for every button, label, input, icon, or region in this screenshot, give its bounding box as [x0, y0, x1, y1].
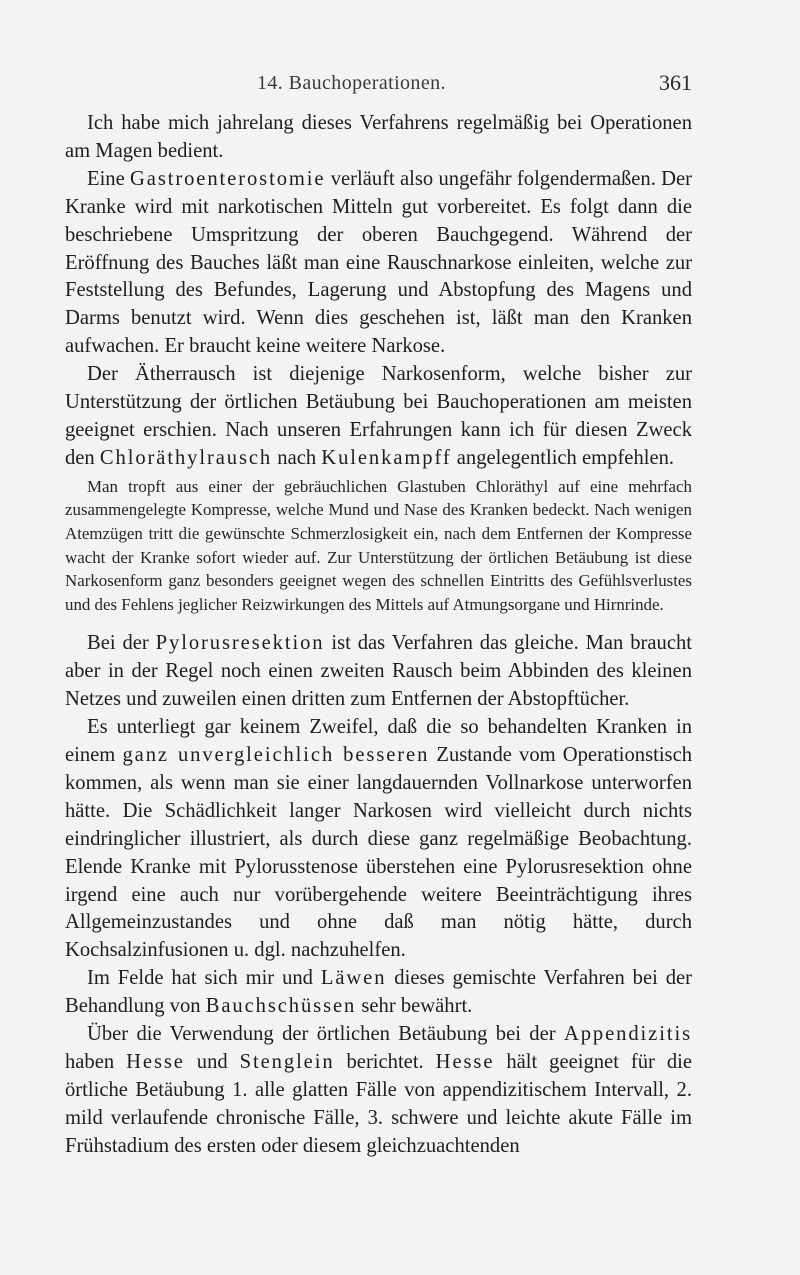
- text-run: Es unterliegt gar keinem Zweifel, daß die so behandelten Kranken in einem: [65, 716, 692, 766]
- paragraph: [65, 166, 692, 361]
- emphasized-term: Hesse: [126, 1050, 185, 1073]
- paragraph: [65, 110, 692, 166]
- paragraph: [65, 361, 692, 473]
- emphasized-term: Bauchschüssen: [205, 995, 357, 1018]
- text-run: Eine: [87, 167, 130, 190]
- emphasized-term: Appendizitis: [563, 1023, 692, 1046]
- text-run: haben: [65, 1050, 127, 1073]
- page-number: 361: [659, 70, 692, 95]
- text-run: und: [184, 1050, 240, 1073]
- paragraph: [65, 630, 692, 714]
- emphasized-term: ganz unvergleichlich besseren: [122, 743, 430, 766]
- text-run: verläuft also ungefähr folgendermaßen. Der Kranke wird mit narkotischen Mitteln gut vorbereitet. Es folgt dann die beschriebene Umspritzung der oberen Bauchgegend. Während der Eröffnung des Bauches läßt man eine Rauschnarkose einleiten, welche zur Feststellung des Befundes, Lagerung und Abstopfung des Magens und Darms benutzt wird. Wenn dies geschehen ist, läßt man den Kranken aufwachen. Er braucht keine weitere Narkose.: [65, 167, 692, 358]
- running-head: 14. Bauchoperationen.: [257, 72, 446, 94]
- text-run: sehr bewährt.: [356, 995, 473, 1018]
- emphasized-term: Stenglein: [239, 1050, 335, 1073]
- emphasized-term: Hesse: [435, 1050, 495, 1073]
- text-run: Man tropft aus einer der gebräuchlichen Glastuben Chloräthyl auf eine mehrfach zusammengelegte Kompresse, welche Mund und Nase des Kranken bedeckt. Nach wenigen Atemzügen tritt die gewünschte Schmerzlosigkeit ein, nach dem Entfernen der Kompresse wacht der Kranke sofort wieder auf. Zur Unterstützung der örtlichen Betäubung ist diese Narkosenform ganz besonders geeignet wegen des schnellen Eintritts des Gefühlsverlustes und des Fehlens jeglicher Reizwirkungen des Mittels auf Atmungsorgane und Hirnrinde.: [65, 476, 692, 614]
- emphasized-term: Gastroenterostomie: [130, 167, 326, 190]
- text-run: Bei der: [87, 632, 156, 655]
- text-run: berichtet.: [334, 1050, 436, 1073]
- text-run: Über die Verwendung der örtlichen Betäubung bei der: [87, 1023, 564, 1046]
- page-header: [65, 68, 692, 102]
- emphasized-term: Kulenkampff: [321, 446, 452, 469]
- emphasized-term: Läwen: [320, 967, 387, 990]
- text-run: nach: [272, 446, 322, 469]
- small-print-paragraph: [65, 475, 692, 617]
- text-run: Im Felde hat sich mir und: [87, 967, 321, 990]
- text-run: hält geeignet für die örtliche Betäubung 1. alle glatten Fälle von appendizitischem Intervall, 2. mild verlaufende chronische Fälle, 3. schwere und leichte akute Fälle im Frühstadium des ersten oder diesem gleichzuachtenden: [65, 1050, 693, 1157]
- paragraph: [65, 1021, 692, 1161]
- text-run: Der Ätherrausch ist diejenige Narkosenform, welche bisher zur Unterstützung der örtlichen Betäubung bei Bauchoperationen am meisten geeignet erschien. Nach unseren Erfahrungen kann ich für diesen Zweck den: [65, 363, 692, 469]
- emphasized-term: Chloräthylrausch: [99, 446, 273, 469]
- body-text: [65, 110, 692, 1161]
- paragraph: [65, 714, 692, 965]
- text-run: Ich habe mich jahrelang dieses Verfahrens regelmäßig bei Operationen am Magen bedient.: [65, 112, 692, 162]
- text-run: ist das Verfahren das gleiche. Man braucht aber in der Regel noch einen zweiten Rausch beim Abbinden des kleinen Netzes und zuweilen einen dritten zum Entfernen der Abstopftücher.: [65, 632, 692, 711]
- emphasized-term: Pylorusresektion: [155, 632, 325, 655]
- text-run: Zustande vom Operationstisch kommen, als wenn man sie einer langdauernden Vollnarkose unterworfen hätte. Die Schädlichkeit langer Narkosen wird vielleicht durch nichts eindringlicher illustriert, als durch diese ganz regelmäßige Beobachtung. Elende Kranke mit Pylorusstenose überstehen eine Pylorusresektion ohne irgend eine auch nur vorübergehende weitere Beeinträchtigung ihres Allgemeinzustandes und ohne daß man nötig hätte, durch Kochsalzinfusionen u. dgl. nachzuhelfen.: [65, 743, 693, 962]
- text-run: angelegentlich empfehlen.: [451, 446, 675, 469]
- text-run: dieses gemischte Verfahren bei der Behandlung von: [65, 967, 692, 1018]
- paragraph: [65, 965, 692, 1021]
